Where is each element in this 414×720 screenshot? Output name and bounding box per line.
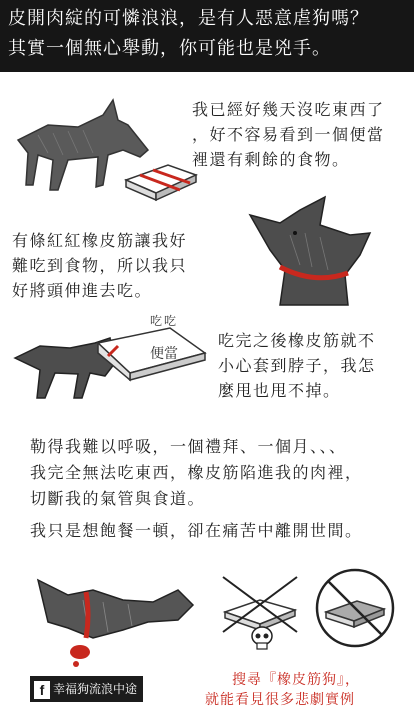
lunch-box-label: 便當 [150, 346, 178, 362]
injured-dog-illustration [28, 560, 203, 670]
search-hint-line2: 就能看見很多悲劇實例 [205, 692, 355, 708]
panel4-text-line4: 我只是想飽餐一頓，卻在痛苦中離開世間。 [30, 521, 363, 540]
panel2-text-line3: 好將頭伸進去吃。 [12, 281, 153, 300]
panel2-text-line2: 難吃到食物，所以我只 [12, 256, 188, 275]
header-banner [0, 0, 414, 72]
header-subtitle: 其實一個無心舉動，你可能也是兇手。 [8, 38, 331, 59]
header-title: 皮開肉綻的可憐浪浪，是有人惡意虐狗嗎？ [8, 8, 369, 29]
search-hint-line1 [232, 670, 360, 690]
search-suffix: 』， [337, 672, 360, 688]
prohibited-box-icon [312, 565, 398, 651]
panel1-text-line3: 裡還有剩餘的食物。 [192, 150, 350, 169]
chewing-sound-text: 吃吃 [150, 314, 179, 328]
panel2-text-line1: 有條紅紅橡皮筋讓我好 [12, 231, 188, 250]
panel3-text-line1: 吃完之後橡皮筋就不 [218, 331, 376, 350]
search-prefix: 搜尋『 [232, 672, 277, 688]
dog-head-rubber-band-illustration [240, 195, 400, 310]
dog-sniffing-box-illustration [8, 95, 198, 205]
panel4-text-line2: 我完全無法吃東西，橡皮筋陷進我的肉裡， [30, 463, 363, 482]
panel1-text-line2: ，好不容易看到一個便當 [192, 125, 385, 144]
panel4-text-line3: 切斷我的氣管與食道。 [30, 489, 206, 508]
skull-icon [248, 625, 276, 651]
facebook-icon: f [34, 681, 50, 699]
brand-badge [30, 676, 143, 702]
panel3-text-line3: 麼甩也甩不掉。 [218, 381, 341, 400]
panel4-text-line1: 勒得我難以呼吸，一個禮拜、一個月、、、 [30, 437, 347, 456]
dog-with-box-illustration [10, 318, 215, 403]
brand-name: 幸福狗流浪中途 [53, 682, 138, 696]
search-keyword: 橡皮筋狗 [277, 672, 337, 688]
panel1-text-line1: 我已經好幾天沒吃東西了 [192, 100, 385, 119]
panel3-text-line2: 小心套到脖子，我怎 [218, 356, 376, 375]
